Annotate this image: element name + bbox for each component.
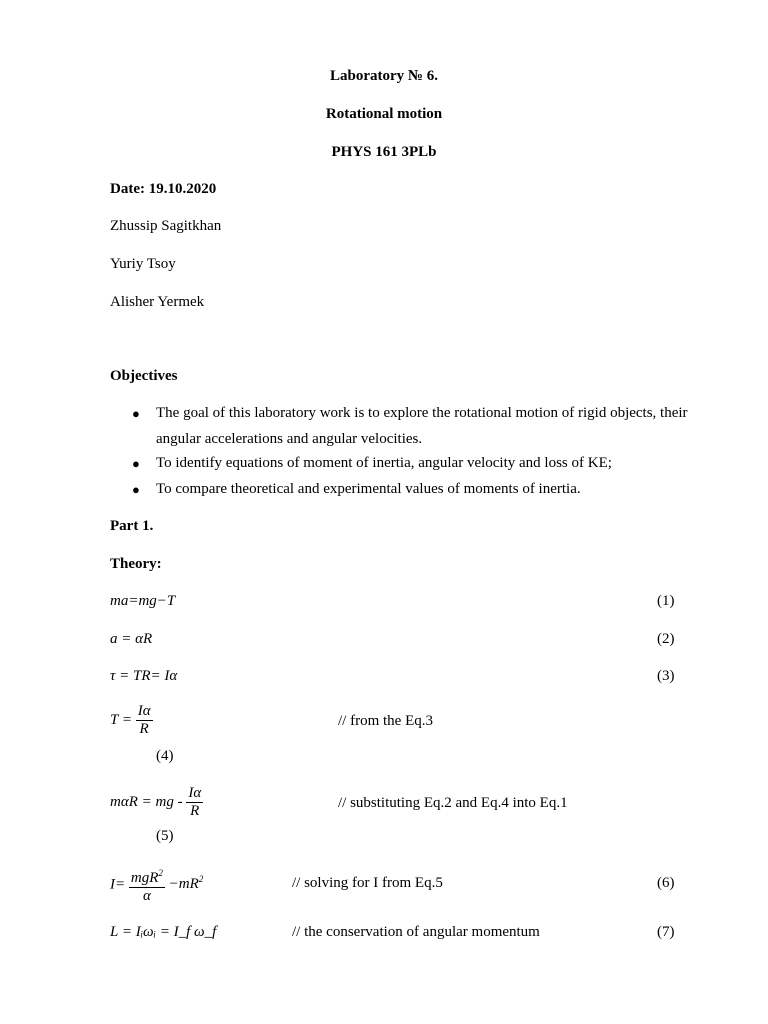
equation-6-number: (6) <box>657 875 675 891</box>
equation-4-fraction <box>136 703 153 738</box>
objective-2: To identify equations of moment of inertia, angular velocity and loss of KE; <box>156 455 612 471</box>
equation-4-number: (4) <box>156 748 174 764</box>
equation-5 <box>110 785 203 820</box>
equation-6-rhs: $-mR^2$ <box>168 874 204 893</box>
fraction-numerator: Iα <box>137 703 151 719</box>
fraction-numerator: mgR$^2$ <box>129 865 165 888</box>
objective-1-line-1: The goal of this laboratory work is to explore the rotational motion of rigid objects, their <box>156 405 688 421</box>
equation-7: L = Iᵢωᵢ = I_f ω_f <box>110 924 217 940</box>
objectives-heading: Objectives <box>110 368 178 384</box>
part1-heading: Part 1. <box>110 518 154 534</box>
equation-6-comment: // solving for I from Eq.5 <box>292 875 443 891</box>
equation-5-lhs: mαR = mg - <box>110 793 183 810</box>
fraction-numerator: Iα <box>188 785 202 801</box>
equation-1-number: (1) <box>657 593 675 609</box>
equation-4-comment: // from the Eq.3 <box>338 713 433 729</box>
equation-3: τ = TR= Iα <box>110 668 178 684</box>
equation-5-comment: // substituting Eq.2 and Eq.4 into Eq.1 <box>338 795 568 811</box>
equation-4 <box>110 703 153 738</box>
author-1: Zhussip Sagitkhan <box>110 218 222 234</box>
equation-1: ma=mg−T <box>110 593 176 609</box>
objective-3: To compare theoretical and experimental values of moments of inertia. <box>156 481 581 497</box>
objective-1-line-2: angular accelerations and angular velocities. <box>156 431 423 447</box>
equation-7-number: (7) <box>657 924 675 940</box>
bullet-icon: ● <box>132 406 140 421</box>
course-code: PHYS 161 3PLb <box>331 144 437 160</box>
lab-title: Laboratory № 6. <box>330 68 438 84</box>
equation-3-number: (3) <box>657 668 675 684</box>
author-2: Yuriy Tsoy <box>110 256 176 272</box>
equation-7-comment: // the conservation of angular momentum <box>292 924 540 940</box>
fraction-denominator: α <box>142 888 151 904</box>
fraction-denominator: R <box>190 803 200 819</box>
bullet-icon: ● <box>132 482 140 497</box>
bullet-icon: ● <box>132 456 140 471</box>
equation-5-fraction <box>186 785 203 820</box>
date-line: Date: 19.10.2020 <box>110 181 217 197</box>
fraction-denominator: R <box>139 721 149 737</box>
theory-heading: Theory: <box>110 556 162 572</box>
equation-2: a = αR <box>110 631 153 647</box>
equation-5-number: (5) <box>156 828 174 844</box>
equation-6-lhs: I= <box>110 876 126 893</box>
equation-6 <box>110 865 203 905</box>
lab-topic: Rotational motion <box>325 106 443 122</box>
equation-2-number: (2) <box>657 631 675 647</box>
equation-4-lhs: T = <box>110 711 132 728</box>
author-3: Alisher Yermek <box>110 294 205 310</box>
equation-6-fraction <box>129 865 165 905</box>
